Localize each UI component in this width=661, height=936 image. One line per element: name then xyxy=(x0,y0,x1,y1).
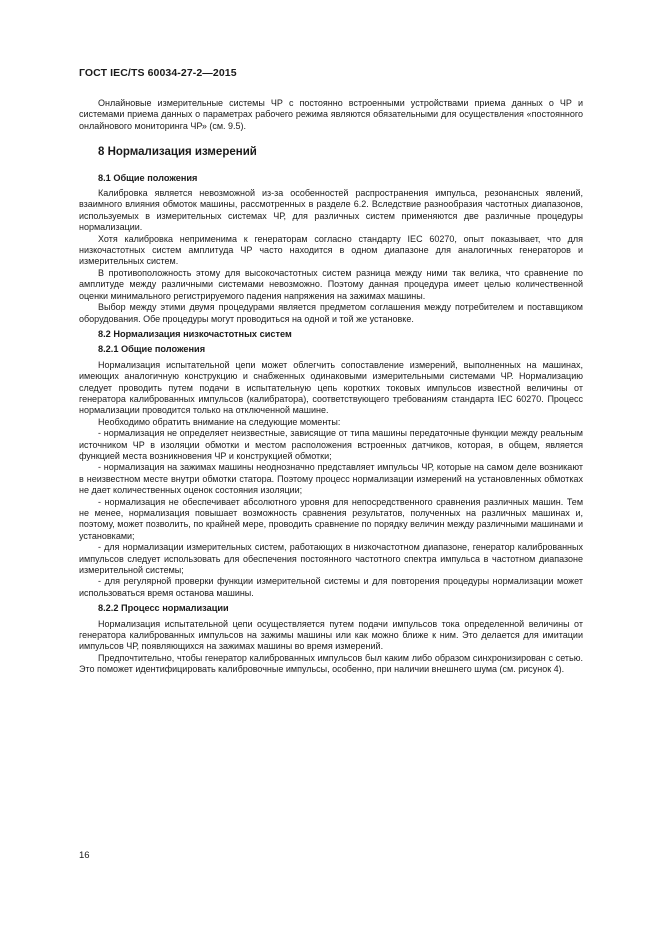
list-item: - для регулярной проверки функции измерительной системы и для повторения процедуры нормализации может использоваться время останова машины. xyxy=(79,576,583,598)
page-content xyxy=(79,98,583,676)
section-8-2-2-title: 8.2.2 Процесс нормализации xyxy=(98,603,229,614)
paragraph: Нормализация испытательной цепи осуществляется путем подачи импульсов тока определенной величины от генератора калиброванных импульсов на зажимы машины или как можно ближе к ним. Это делается для имитации импульсов ЧР, появляющихся на зажимах машины во время измерений. xyxy=(79,618,583,652)
paragraph: Калибровка является невозможной из-за особенностей распространения импульса, резонансных явлений, взаимного влияния обмоток машины, рассмотренных в разделе 6.2. Вследствие разнообразия частотных диапазонов, используемых в измерительных системах ЧР, для различных систем применяются две различные процедуры нормализации. xyxy=(79,188,583,233)
paragraph: Предпочтительно, чтобы генератор калиброванных импульсов был каким либо образом синхронизирован с сетью. Это поможет идентифицировать калибровочные импульсы, особенно, при наличии внешнего шума (см. рисунок 4). xyxy=(79,652,583,675)
document-header: ГОСТ IEC/TS 60034-27-2—2015 xyxy=(79,67,237,79)
paragraph: Необходимо обратить внимание на следующие моменты: xyxy=(98,416,341,427)
paragraph: Выбор между этими двумя процедурами является предметом соглашения между потребителем и поставщиком оборудования. Обе процедуры могут проводиться на одной и той же установке. xyxy=(79,302,583,324)
paragraph: Нормализация испытательной цепи может облегчить сопоставление измерений, выполненных на машинах, имеющих аналогичную конструкцию и снабженных одинаковыми измерительными системами ЧР. Нормализацию следует проводить путем подачи в испытательную цепь коротких токовых импульсов известной величины от генератора калиброванных импульсов (калибратора), соответствующего требованиям стандарта IEC 60270. Процесс нормализации проводится только на отключенной машине. xyxy=(79,359,583,416)
page-number: 16 xyxy=(79,850,90,861)
list-item: - нормализация не обеспечивает абсолютного уровня для непосредственного сравнения различных машин. Тем не менее, нормализация повышает возможность сравнения результатов, полученных на различных машинах и, поэтому, может позволить, по крайней мере, проводить сравнение по порядку величин между различными машинами и установками; xyxy=(79,496,583,541)
section-8-2-1-title: 8.2.1 Общие положения xyxy=(98,344,206,355)
section-8-title: 8 Нормализация измерений xyxy=(98,146,257,159)
list-item: - нормализация не определяет неизвестные, зависящие от типа машины передаточные функции между реальным источником ЧР в изоляции обмотки и местом расположения встроенных датчиков, которая, в общем, является функцией места возникновения ЧР и конструкцией обмотки; xyxy=(79,428,583,461)
section-8-1-title: 8.1 Общие положения xyxy=(98,172,198,183)
list-item: - нормализация на зажимах машины неоднозначно представляет импульсы ЧР, которые на самом деле возникают в неизвестном месте внутри обмотки статора. Поэтому процесс нормализации измерений на установленных обмотках не дает количественных оценок состояния изоляции; xyxy=(79,462,583,496)
section-8-2-title: 8.2 Нормализация низкочастотных систем xyxy=(98,328,292,339)
list-item: - для нормализации измерительных систем, работающих в низкочастотном диапазоне, генератор калиброванных импульсов следует использовать для обеспечения постоянного частотного спектра импульса в частотном диапазоне измерительной системы; xyxy=(79,542,583,576)
paragraph: Хотя калибровка неприменима к генераторам согласно стандарту IEC 60270, опыт показывает, что для низкочастотных систем амплитуда ЧР часто находится в одном диапазоне для аналогичных генераторов и измерительных систем. xyxy=(79,233,583,267)
intro-paragraph: Онлайновые измерительные системы ЧР с постоянно встроенными устройствами приема данных о ЧР и системами приема данных о параметрах рабочего режима являются обязательными для осуществления «постоянного онлайнового мониторинга ЧР» (см. 9.5). xyxy=(79,98,583,131)
paragraph: В противоположность этому для высокочастотных систем разница между ними так велика, что сравнение по амплитуде между различными системами невозможно. Поэтому данная процедура имеет целью количественной оценки минимального регистрируемого падения напряжения на зажимах машины. xyxy=(79,267,583,301)
